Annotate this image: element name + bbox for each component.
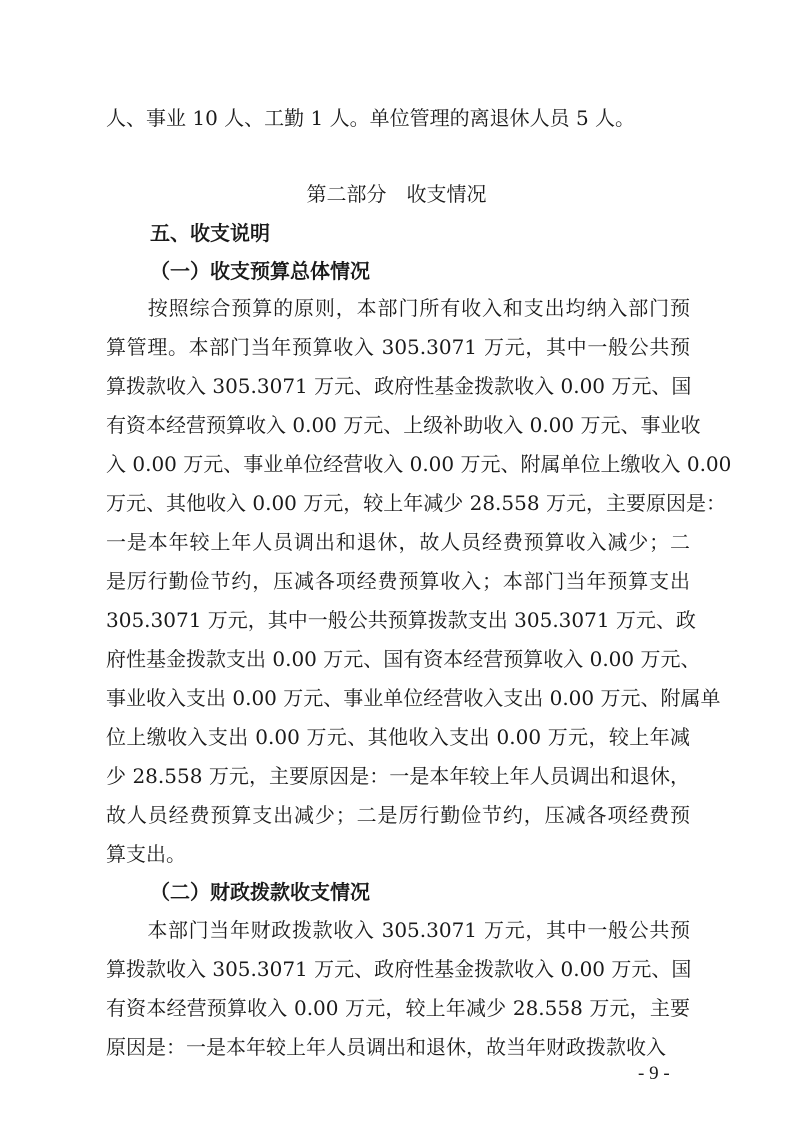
body-line: 算支出。 — [106, 842, 186, 866]
body-line: 算管理。本部门当年预算收入 305.3071 万元，其中一般公共预 — [106, 335, 690, 359]
body-line: 入 0.00 万元、事业单位经营收入 0.00 万元、附属单位上缴收入 0.00 — [106, 452, 732, 476]
section-heading: 五、收支说明 — [150, 221, 270, 245]
body-line: 有资本经营预算收入 0.00 万元、上级补助收入 0.00 万元、事业收 — [106, 413, 701, 437]
body-line: 原因是：一是本年较上年人员调出和退休，故当年财政拨款收入 — [106, 1035, 666, 1059]
body-line: 有资本经营预算收入 0.00 万元，较上年减少 28.558 万元，主要 — [106, 996, 690, 1020]
body-line: 一是本年较上年人员调出和退休，故人员经费预算收入减少；二 — [106, 530, 690, 554]
opening-line: 人、事业 10 人、工勤 1 人。单位管理的离退休人员 5 人。 — [106, 106, 636, 130]
body-line: 本部门当年财政拨款收入 305.3071 万元，其中一般公共预 — [106, 918, 690, 942]
body-line: 万元、其他收入 0.00 万元，较上年减少 28.558 万元，主要原因是： — [106, 491, 726, 515]
body-line: 府性基金拨款支出 0.00 万元、国有资本经营预算收入 0.00 万元、 — [106, 647, 701, 671]
body-line: 是厉行勤俭节约，压减各项经费预算收入；本部门当年预算支出 — [106, 569, 690, 593]
subsection-2-heading: （二）财政拨款收支情况 — [150, 880, 370, 904]
body-line: 305.3071 万元，其中一般公共预算拨款支出 305.3071 万元、政 — [106, 608, 696, 632]
body-line: 少 28.558 万元，主要原因是：一是本年较上年人员调出和退休， — [106, 764, 690, 788]
body-line: 事业收入支出 0.00 万元、事业单位经营收入支出 0.00 万元、附属单 — [106, 686, 721, 710]
body-line: 算拨款收入 305.3071 万元、政府性基金拨款收入 0.00 万元、国 — [106, 957, 692, 981]
page-number: - 9 - — [638, 1063, 670, 1084]
subsection-1-heading: （一）收支预算总体情况 — [150, 259, 370, 283]
part-title: 第二部分 收支情况 — [306, 182, 487, 206]
body-line: 算拨款收入 305.3071 万元、政府性基金拨款收入 0.00 万元、国 — [106, 374, 692, 398]
body-line: 按照综合预算的原则，本部门所有收入和支出均纳入部门预 — [106, 296, 690, 320]
body-line: 位上缴收入支出 0.00 万元、其他收入支出 0.00 万元，较上年减 — [106, 725, 690, 749]
body-line: 故人员经费预算支出减少；二是厉行勤俭节约，压减各项经费预 — [106, 803, 690, 827]
